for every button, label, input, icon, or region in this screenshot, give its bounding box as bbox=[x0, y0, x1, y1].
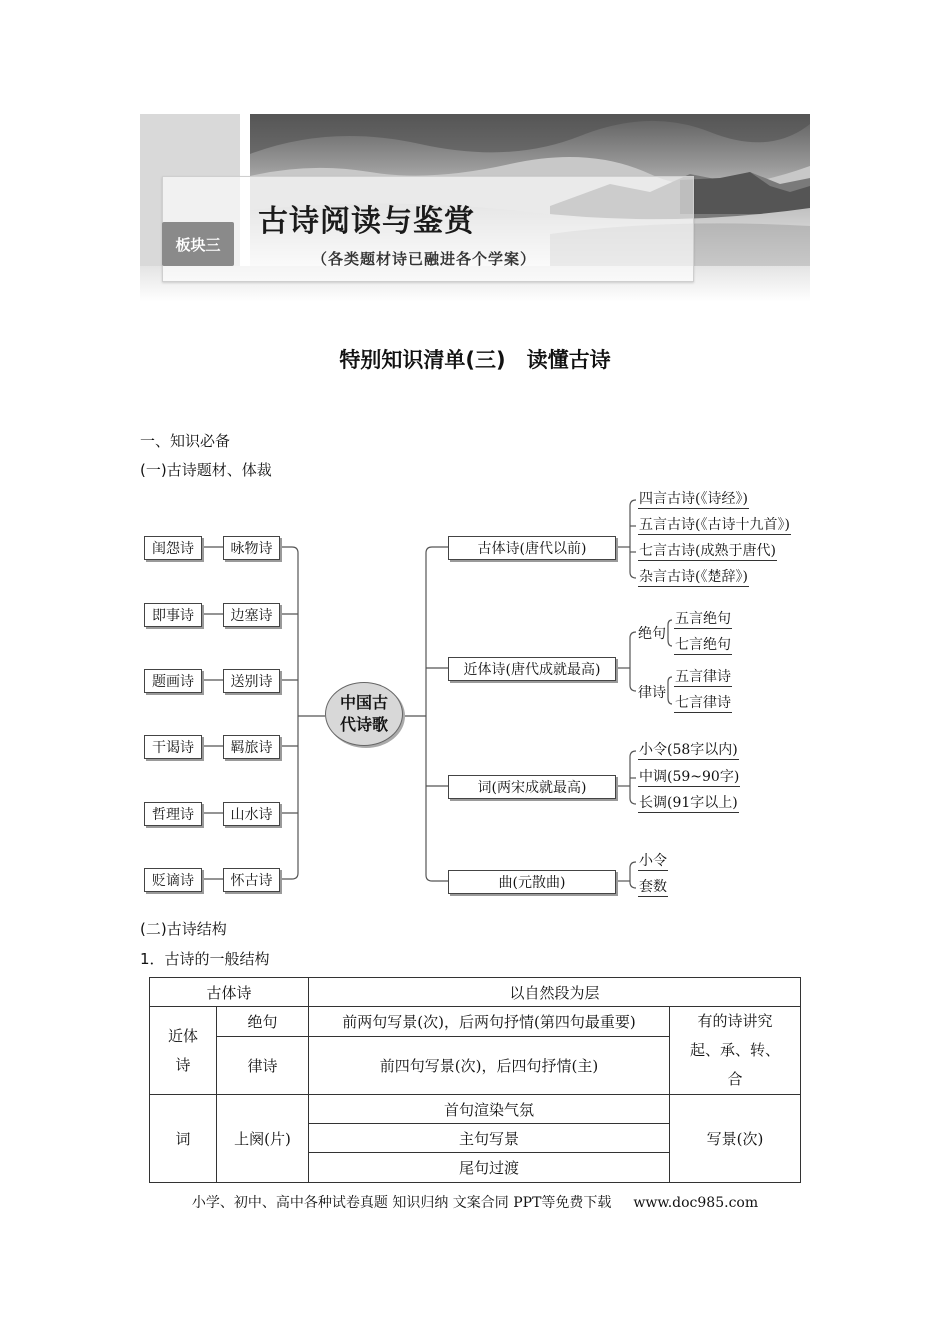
center-line-2: 代诗歌 bbox=[339, 715, 388, 734]
table-row bbox=[150, 1007, 801, 1037]
form-leaf: 小令(58字以内) bbox=[639, 742, 738, 758]
subsection-heading: (一)古诗题材、体裁 bbox=[140, 461, 272, 479]
center-node bbox=[325, 682, 403, 746]
table-cell: 绝句 bbox=[217, 1007, 309, 1037]
table-cell: 前四句写景(次)，后四句抒情(主) bbox=[309, 1037, 670, 1095]
subsection-heading: (二)古诗结构 bbox=[140, 920, 227, 938]
table-cell: 主句写景 bbox=[309, 1124, 670, 1153]
theme-box: 贬谪诗 bbox=[144, 868, 202, 892]
form-leaf: 五言绝句 bbox=[675, 611, 731, 627]
section-heading: 一、知识必备 bbox=[140, 432, 231, 450]
table-cell: 以自然段为层 bbox=[309, 978, 801, 1007]
banner-title: 古诗阅读与鉴赏 bbox=[258, 204, 475, 239]
form-box-gutishi: 古体诗(唐代以前) bbox=[448, 536, 616, 560]
form-box-ci: 词(两宋成就最高) bbox=[448, 775, 616, 799]
theme-box: 怀古诗 bbox=[223, 868, 280, 892]
form-leaf: 小令 bbox=[639, 853, 667, 869]
table-cell: 有的诗讲究起、承、转、合 bbox=[670, 1007, 801, 1095]
structure-table bbox=[149, 977, 801, 1183]
group-label-jueju: 绝句 bbox=[638, 626, 666, 642]
table-cell: 词 bbox=[150, 1095, 217, 1183]
theme-box: 题画诗 bbox=[144, 669, 202, 693]
theme-box: 闺怨诗 bbox=[144, 536, 202, 560]
footer-text: 小学、初中、高中各种试卷真题 知识归纳 文案合同 PPT等免费下载 bbox=[191, 1195, 612, 1211]
table-cell: 律诗 bbox=[217, 1037, 309, 1095]
page-footer bbox=[0, 1192, 950, 1212]
table-cell: 古体诗 bbox=[150, 978, 309, 1007]
form-box-qu: 曲(元散曲) bbox=[448, 870, 616, 894]
theme-box: 羁旅诗 bbox=[223, 735, 280, 759]
form-leaf: 七言绝句 bbox=[675, 637, 731, 653]
theme-box: 干谒诗 bbox=[144, 735, 202, 759]
table-cell: 首句渲染气氛 bbox=[309, 1095, 670, 1124]
form-leaf: 四言古诗(《诗经》) bbox=[639, 491, 748, 507]
theme-box: 咏物诗 bbox=[223, 536, 280, 560]
table-cell: 写景(次) bbox=[670, 1095, 801, 1183]
block-tag: 板块三 bbox=[162, 222, 234, 266]
banner bbox=[140, 114, 810, 302]
document-title: 特别知识清单(三) 读懂古诗 bbox=[339, 348, 611, 372]
banner-subtitle: （各类题材诗已融进各个学案） bbox=[312, 250, 537, 268]
form-leaf: 杂言古诗(《楚辞》) bbox=[639, 569, 748, 585]
table-row bbox=[150, 1095, 801, 1124]
group-label-lushi: 律诗 bbox=[638, 685, 666, 701]
theme-box: 即事诗 bbox=[144, 603, 202, 627]
table-cell: 上阕(片) bbox=[217, 1095, 309, 1183]
table-cell: 前两句写景(次)，后两句抒情(第四句最重要) bbox=[309, 1007, 670, 1037]
form-leaf: 七言古诗(成熟于唐代) bbox=[639, 543, 776, 559]
table-row bbox=[150, 978, 801, 1007]
poetry-mindmap bbox=[0, 480, 950, 900]
table-cell: 近体诗 bbox=[150, 1007, 217, 1095]
theme-box: 送别诗 bbox=[223, 669, 280, 693]
center-line-1: 中国古 bbox=[339, 693, 388, 712]
form-leaf: 五言古诗(《古诗十九首》) bbox=[639, 517, 790, 533]
theme-box: 山水诗 bbox=[223, 802, 280, 826]
theme-box: 哲理诗 bbox=[144, 802, 202, 826]
form-leaf: 五言律诗 bbox=[675, 669, 731, 685]
form-leaf: 长调(91字以上) bbox=[639, 795, 738, 811]
theme-box: 边塞诗 bbox=[223, 603, 280, 627]
footer-url[interactable]: www.doc985.com bbox=[633, 1195, 759, 1211]
form-box-jintishi: 近体诗(唐代成就最高) bbox=[448, 657, 616, 681]
table-cell: 尾句过渡 bbox=[309, 1153, 670, 1183]
form-leaf: 套数 bbox=[639, 879, 667, 895]
list-item-heading: 1．古诗的一般结构 bbox=[140, 950, 270, 968]
form-leaf: 中调(59~90字) bbox=[639, 769, 740, 785]
form-leaf: 七言律诗 bbox=[675, 695, 731, 711]
